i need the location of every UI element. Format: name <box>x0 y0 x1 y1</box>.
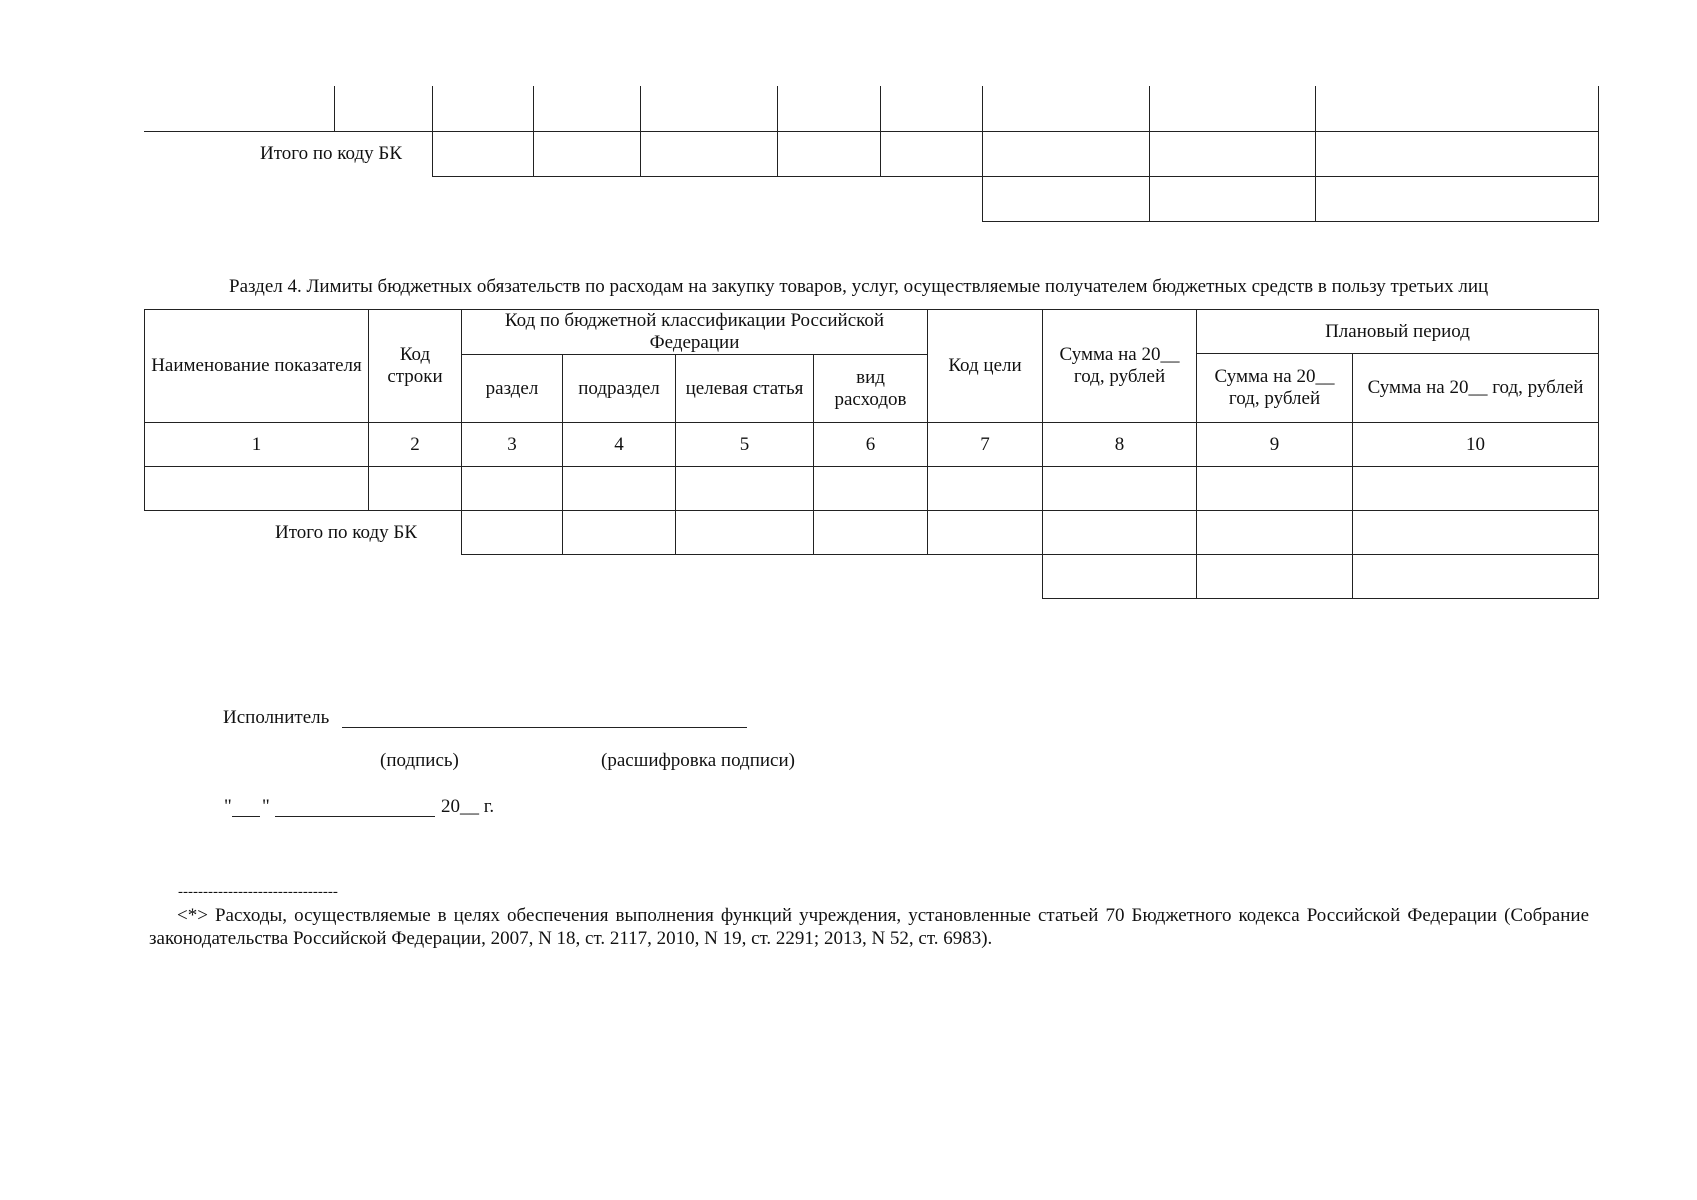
column-number: 6 <box>814 423 928 467</box>
empty-cell <box>676 511 814 555</box>
fragment-total-label: Итого по коду БК <box>260 143 402 164</box>
footnote-text: <*> Расходы, осуществляемые в целях обеспечения выполнения функций учреждения, установленные статьей 70 Бюджетного кодекса Российской Федерации (Собрание законодательства Российской Федерации, 2007, N 18, ст. 2117, 2010, N 19, ст. 2291; 2013, N 52, ст. 6983). <box>149 905 1589 949</box>
grid-line <box>982 86 983 221</box>
column-number: 1 <box>145 423 369 467</box>
total-label: Итого по коду БК <box>275 521 417 543</box>
date-day-line <box>232 816 260 817</box>
table-row <box>145 467 1599 511</box>
grid-line <box>144 131 1599 132</box>
column-number: 2 <box>369 423 462 467</box>
section-title: Раздел 4. Лимиты бюджетных обязательств по расходам на закупку товаров, услуг, осуществляемые получателем бюджетных средств в пользу третьих лиц <box>229 276 1489 297</box>
header-indicator-name: Наименование показателя <box>145 310 369 423</box>
column-number: 8 <box>1043 423 1197 467</box>
empty-cell <box>563 511 676 555</box>
empty-cell <box>814 511 928 555</box>
empty-cell <box>1043 467 1197 511</box>
header-target-article: целевая статья <box>676 355 814 423</box>
empty-cell <box>1353 511 1599 555</box>
empty-cell <box>1043 511 1197 555</box>
executor-label: Исполнитель <box>223 707 330 728</box>
header-purpose-code: Код цели <box>928 310 1043 423</box>
header-bk-code: Код по бюджетной классификации Российской Федерации <box>462 310 928 355</box>
spacer-cell <box>928 555 1043 599</box>
column-number: 7 <box>928 423 1043 467</box>
spacer-cell <box>814 555 928 599</box>
empty-cell <box>928 511 1043 555</box>
spacer-cell <box>563 555 676 599</box>
grid-line <box>1598 86 1599 221</box>
grid-line <box>982 221 1599 222</box>
total-row <box>145 511 1599 555</box>
grid-line <box>1149 86 1150 221</box>
total-subrow <box>145 555 1599 599</box>
empty-cell <box>462 467 563 511</box>
date-quote-close: " <box>262 796 270 817</box>
empty-cell <box>676 467 814 511</box>
column-number: 5 <box>676 423 814 467</box>
header-sum-plan1: Сумма на 20__ год, рублей <box>1197 354 1353 423</box>
empty-cell <box>1197 467 1353 511</box>
date-year: 20__ г. <box>441 796 495 817</box>
empty-cell <box>563 467 676 511</box>
grid-line <box>334 86 335 131</box>
spacer-cell <box>145 555 369 599</box>
column-number: 4 <box>563 423 676 467</box>
date-quote-open: " <box>224 796 232 817</box>
grid-line <box>432 176 1599 177</box>
executor-signature-line <box>342 727 747 728</box>
header-expense-type: вид расходов <box>814 355 928 423</box>
date-month-line <box>275 816 435 817</box>
empty-cell <box>1043 555 1197 599</box>
header-subsection: подраздел <box>563 355 676 423</box>
section4-table <box>144 309 1599 599</box>
spacer-cell <box>369 555 462 599</box>
empty-cell <box>1197 555 1353 599</box>
empty-cell <box>1353 467 1599 511</box>
empty-cell <box>145 467 369 511</box>
header-row-code: Код строки <box>369 310 462 423</box>
header-section: раздел <box>462 355 563 423</box>
grid-line <box>1315 86 1316 221</box>
empty-cell <box>1197 511 1353 555</box>
column-number: 10 <box>1353 423 1599 467</box>
header-planning-period: Плановый период <box>1197 310 1599 354</box>
empty-cell <box>928 467 1043 511</box>
spacer-cell <box>462 555 563 599</box>
decoding-caption: (расшифровка подписи) <box>601 750 795 771</box>
column-numbers-row <box>145 423 1599 467</box>
footnote-separator: -------------------------------- <box>178 884 338 900</box>
spacer-cell <box>676 555 814 599</box>
empty-cell <box>1353 555 1599 599</box>
empty-cell <box>462 511 563 555</box>
empty-cell <box>369 467 462 511</box>
column-number: 9 <box>1197 423 1353 467</box>
signature-caption: (подпись) <box>380 750 459 771</box>
column-number: 3 <box>462 423 563 467</box>
header-sum-plan2: Сумма на 20__ год, рублей <box>1353 354 1599 423</box>
header-sum-current: Сумма на 20__ год, рублей <box>1043 310 1197 423</box>
empty-cell <box>814 467 928 511</box>
